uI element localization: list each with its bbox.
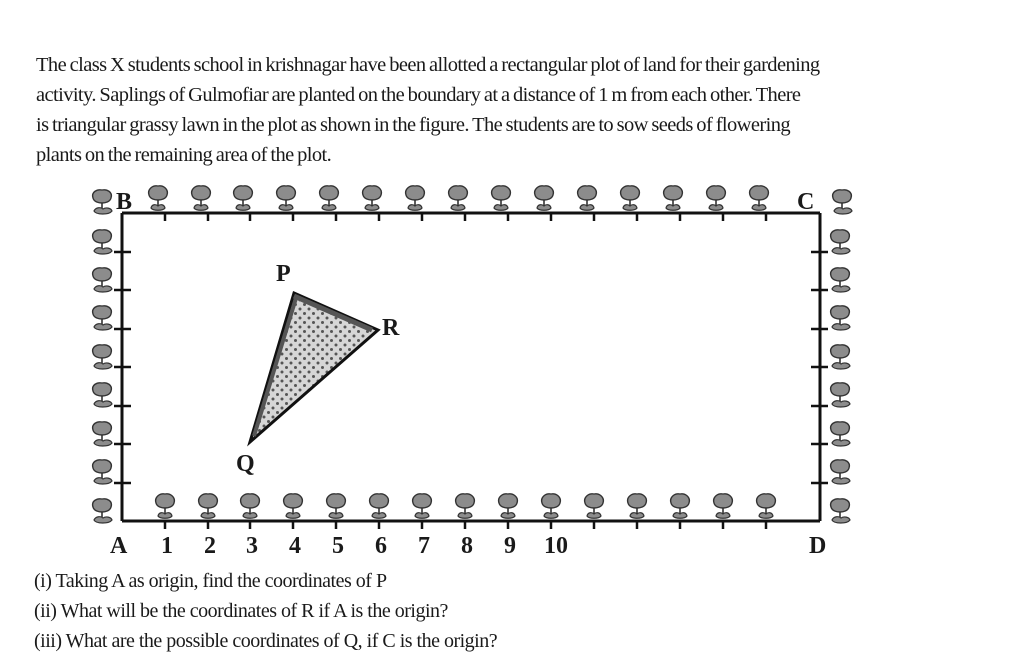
question-item: (i) Taking A as origin, find the coordinates of P (34, 570, 387, 592)
paragraph-line: is triangular grassy lawn in the plot as shown in the figure. The students are to sow seeds of flowering (36, 114, 790, 136)
left-saplings (93, 230, 131, 523)
paragraph-line: The class X students school in krishnagar have been allotted a rectangular plot of land for their gardening (36, 54, 820, 76)
bottom-saplings (156, 494, 776, 529)
x-tick-label: 8 (461, 533, 473, 559)
corner-label-b: B (116, 189, 133, 215)
corner-label-d: D (809, 533, 827, 559)
plot-boundary (122, 213, 820, 521)
vertex-label-r: R (382, 315, 400, 341)
question-item: (iii) What are the possible coordinates of Q, if C is the origin? (34, 630, 498, 652)
x-tick-label: 10 (544, 533, 568, 559)
question-list (34, 566, 497, 656)
top-saplings (93, 186, 852, 221)
x-tick-label: 7 (418, 533, 430, 559)
corner-label-c: C (797, 189, 815, 215)
paragraph-line: activity. Saplings of Gulmofiar are planted on the boundary at a distance of 1 m from each other. There (36, 84, 801, 106)
vertex-label-q: Q (236, 451, 255, 477)
vertex-label-p: P (276, 261, 291, 287)
x-tick-label: 1 (161, 533, 173, 559)
triangular-lawn (250, 293, 378, 442)
x-tick-label: 2 (204, 533, 216, 559)
corner-label-a: A (110, 533, 128, 559)
x-tick-label: 9 (504, 533, 516, 559)
question-item: (ii) What will be the coordinates of R if A is the origin? (34, 600, 448, 622)
right-saplings (811, 230, 850, 523)
paragraph-line: plants on the remaining area of the plot. (36, 144, 332, 166)
x-tick-label: 5 (332, 533, 344, 559)
x-tick-label: 3 (246, 533, 258, 559)
x-tick-label: 4 (289, 533, 301, 559)
x-tick-label: 6 (375, 533, 387, 559)
